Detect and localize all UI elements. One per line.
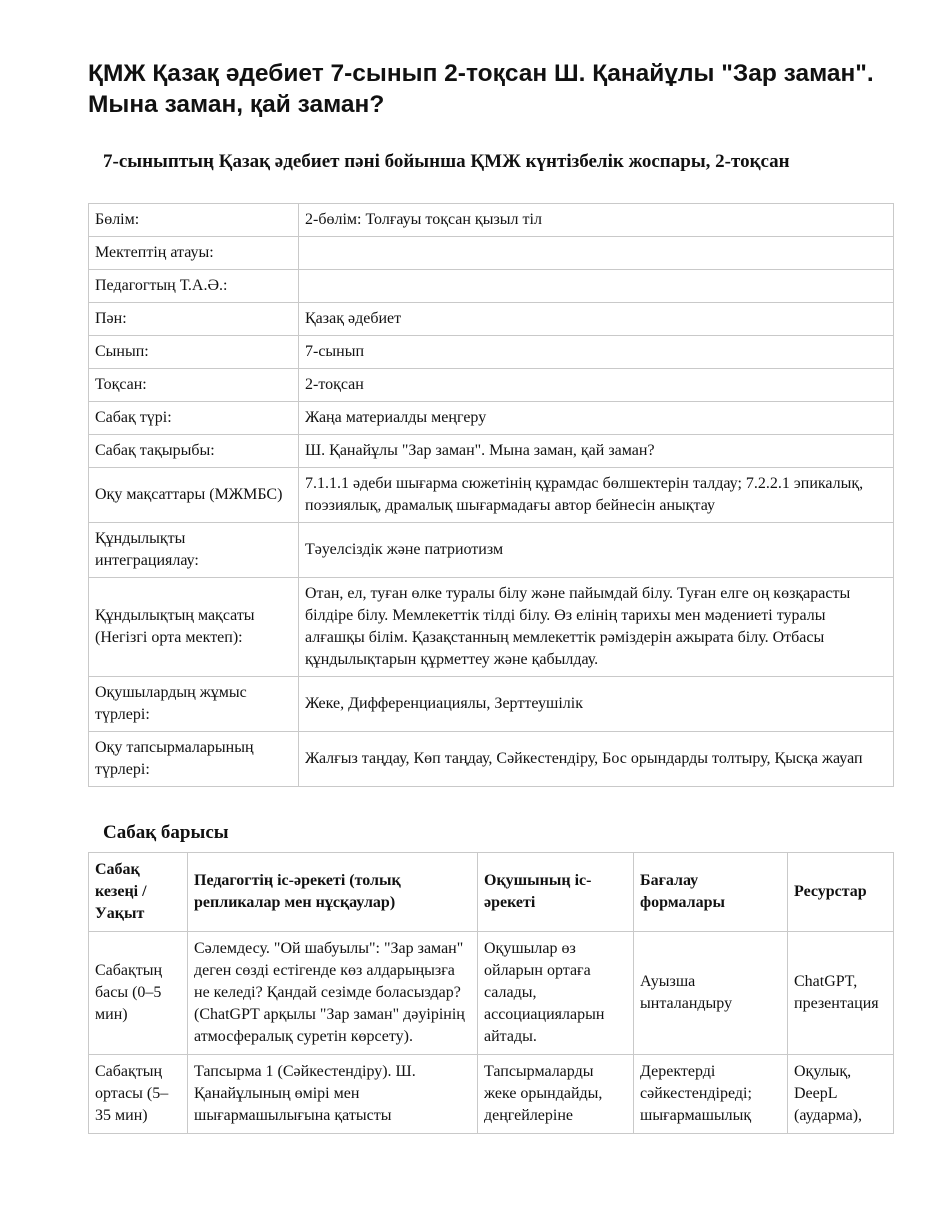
- table-row: [89, 932, 894, 1055]
- info-label: Бөлім:: [89, 204, 299, 237]
- table-row: [89, 402, 894, 435]
- info-value: Жаңа материалды меңгеру: [299, 402, 894, 435]
- column-header: Оқушының іс-әрекеті: [478, 853, 634, 932]
- info-label: Сынып:: [89, 336, 299, 369]
- lesson-resources-cell: Оқулық, DeepL (аударма),: [788, 1055, 894, 1134]
- table-row: [89, 204, 894, 237]
- info-label: Оқушылардың жұмыс түрлері:: [89, 677, 299, 732]
- table-row: [89, 270, 894, 303]
- info-label: Құндылықты интеграциялау:: [89, 523, 299, 578]
- info-value: Жеке, Дифференциациялы, Зерттеушілік: [299, 677, 894, 732]
- plan-heading: 7-сыныптың Қазақ әдебиет пәні бойынша ҚМЖ күнтізбелік жоспары, 2-тоқсан: [103, 151, 790, 172]
- info-value: 7.1.1.1 әдеби шығарма сюжетінің құрамдас бөлшектерін талдау; 7.2.2.1 эпикалық, поэзиялық, драмалық шығармадағы автор бейнесін анықтау: [299, 468, 894, 523]
- lesson-teacher-cell: Тапсырма 1 (Сәйкестендіру). Ш. Қанайұлының өмірі мен шығармашылығына қатысты: [188, 1055, 478, 1134]
- lesson-student-cell: Оқушылар өз ойларын ортаға салады, ассоциацияларын айтады.: [478, 932, 634, 1055]
- table-row: [89, 435, 894, 468]
- table-row: [89, 468, 894, 523]
- table-row: [89, 1055, 894, 1134]
- column-header: Бағалау формалары: [634, 853, 788, 932]
- table-row: [89, 237, 894, 270]
- info-label: Сабақ тақырыбы:: [89, 435, 299, 468]
- table-row: [89, 523, 894, 578]
- info-value: 2-тоқсан: [299, 369, 894, 402]
- table-row: [89, 578, 894, 677]
- lesson-resources-cell: ChatGPT, презентация: [788, 932, 894, 1055]
- info-value: Отан, ел, туған өлке туралы білу және пайымдай білу. Туған елге оң көзқарасты білдіре білу. Мемлекеттік тілді білу. Өз елінің тарихы мен мәдениеті туралы алғашқы білім. Қазақстанның мемлекеттік рәміздерін ажырата білу. Отбасы құндылықтарын құрметтеу және қабылдау.: [299, 578, 894, 677]
- table-row: [89, 677, 894, 732]
- info-label: Оқу тапсырмаларының түрлері:: [89, 732, 299, 787]
- info-value: Тәуелсіздік және патриотизм: [299, 523, 894, 578]
- info-value: [299, 237, 894, 270]
- table-row: [89, 732, 894, 787]
- lesson-assessment-cell: Деректерді сәйкестендіреді; шығармашылық: [634, 1055, 788, 1134]
- column-header: Сабақ кезеңі / Уақыт: [89, 853, 188, 932]
- lesson-student-cell: Тапсырмаларды жеке орындайды, деңгейлеріне: [478, 1055, 634, 1134]
- info-label: Оқу мақсаттары (МЖМБС): [89, 468, 299, 523]
- info-label: Сабақ түрі:: [89, 402, 299, 435]
- info-label: Педагогтың Т.А.Ә.:: [89, 270, 299, 303]
- info-value: 2-бөлім: Толғауы тоқсан қызыл тіл: [299, 204, 894, 237]
- lesson-assessment-cell: Ауызша ынталандыру: [634, 932, 788, 1055]
- lesson-progress-table: [88, 852, 894, 1134]
- info-value: 7-сынып: [299, 336, 894, 369]
- lesson-stage-cell: Сабақтың басы (0–5 мин): [89, 932, 188, 1055]
- lesson-stage-cell: Сабақтың ортасы (5–35 мин): [89, 1055, 188, 1134]
- info-label: Құндылықтың мақсаты (Негізгі орта мектеп):: [89, 578, 299, 677]
- info-label: Пән:: [89, 303, 299, 336]
- info-value: [299, 270, 894, 303]
- table-row: [89, 369, 894, 402]
- document-title: ҚМЖ Қазақ әдебиет 7-сынып 2-тоқсан Ш. Қанайұлы "Зар заман". Мына заман, қай заман?: [88, 60, 874, 118]
- column-header: Ресурстар: [788, 853, 894, 932]
- info-value: Ш. Қанайұлы "Зар заман". Мына заман, қай заман?: [299, 435, 894, 468]
- table-header-row: [89, 853, 894, 932]
- lesson-teacher-cell: Сәлемдесу. "Ой шабуылы": "Зар заман" деген сөзді естігенде көз алдарыңызға не келеді? Қандай сезімде боласыздар? (ChatGPT арқылы "Зар заман" дәуірінің атмосфералық суретін көрсету).: [188, 932, 478, 1055]
- table-row: [89, 336, 894, 369]
- info-label: Тоқсан:: [89, 369, 299, 402]
- table-row: [89, 303, 894, 336]
- lesson-info-table: [88, 203, 894, 787]
- info-label: Мектептің атауы:: [89, 237, 299, 270]
- info-value: Жалғыз таңдау, Көп таңдау, Сәйкестендіру, Бос орындарды толтыру, Қысқа жауап: [299, 732, 894, 787]
- info-value: Қазақ әдебиет: [299, 303, 894, 336]
- lesson-progress-heading: Сабақ барысы: [103, 822, 229, 843]
- column-header: Педагогтің іс-әрекеті (толық репликалар мен нұсқаулар): [188, 853, 478, 932]
